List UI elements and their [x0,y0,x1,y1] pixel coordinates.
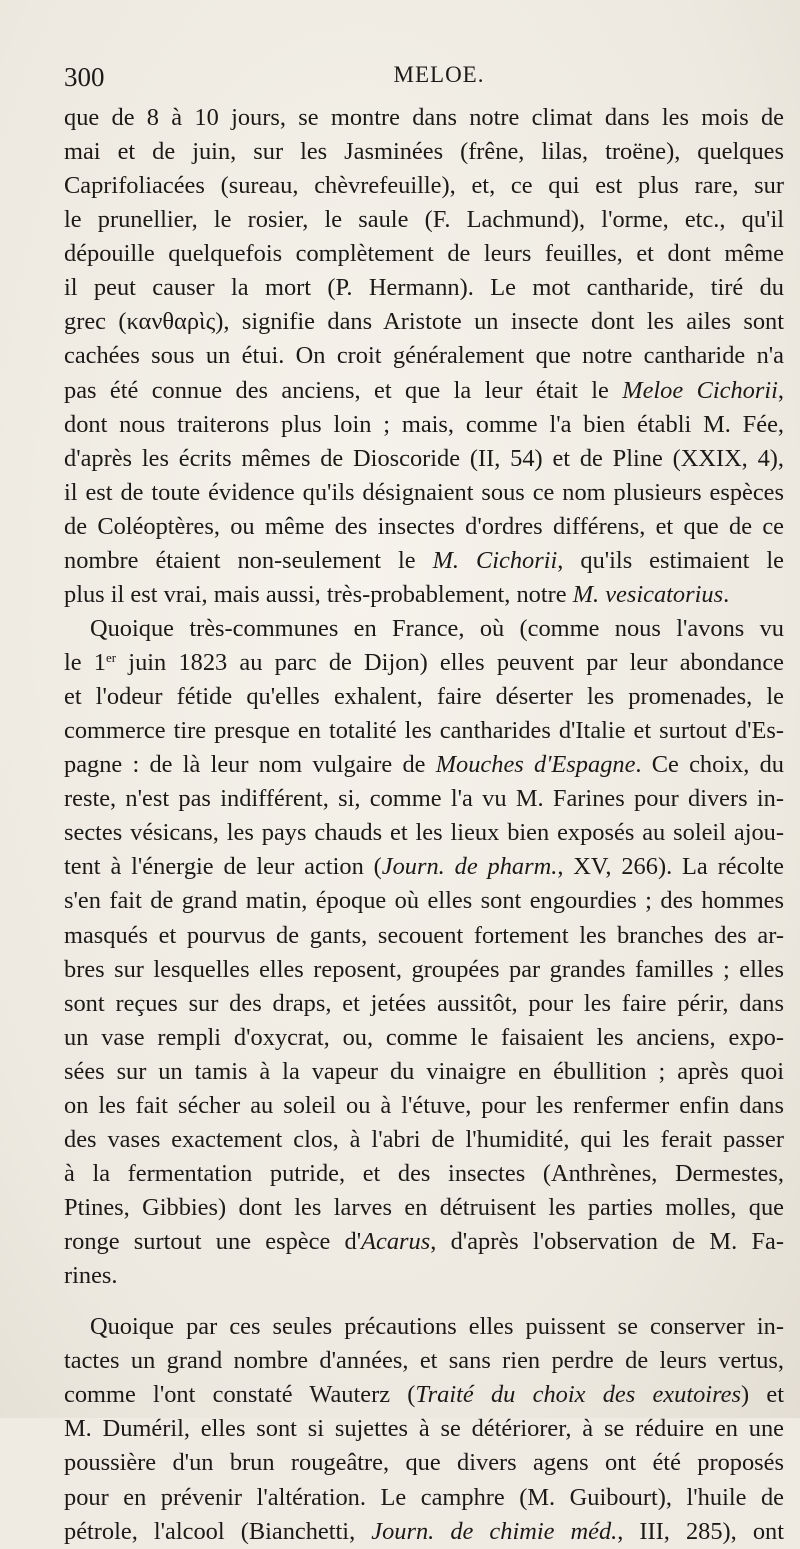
text-line: rines. [64,1262,118,1290]
text-line: mai et de juin, sur les Jasminées (frêne, lilas, troëne), quelques [64,138,784,166]
text-line: le 1er juin 1823 au parc de Dijon) elles peuvent par leur abondance [64,649,784,676]
text-line: s'en fait de grand matin, époque où elles sont engourdies ; des hommes [64,887,784,915]
text-line: pagne : de là leur nom vulgaire de Mouches d'Espagne. Ce choix, du [64,751,784,779]
text-line: plus il est vrai, mais aussi, très-probablement, notre M. vesicatorius. [64,580,730,608]
text-line: sectes vésicans, les pays chauds et les lieux bien exposés au soleil ajou- [64,819,784,847]
text-line: ronge surtout une espèce d'Acarus, d'après l'observation de M. Fa- [64,1228,784,1256]
paragraph-start: Quoique très-communes en France, où (comme nous l'avons vu [90,614,784,642]
text-line: poussière d'un brun rougeâtre, que divers agens ont été proposés [64,1449,784,1477]
text-line: bres sur lesquelles elles reposent, groupées par grandes familles ; elles [64,955,784,983]
running-head: MELOE. [393,62,485,87]
text-line: de Coléoptères, ou même des insectes d'ordres différens, et que de ce [64,512,784,540]
italic-term: Traité du choix des exutoires [415,1381,741,1409]
italic-term: Journ. de chimie méd. [371,1517,618,1545]
paragraph-gap [64,1293,784,1310]
text-line: que de 8 à 10 jours, se montre dans notre climat dans les mois de [64,104,784,131]
italic-term: Mouches d'Espagne [435,751,636,779]
text-line: comme l'ont constaté Wauterz (Traité du choix des exutoires) et [64,1381,784,1409]
body-text [64,101,784,1549]
italic-term: Meloe Cichorii [622,376,778,404]
text-line: sées sur un tamis à la vapeur du vinaigre en ébullition ; après quoi [64,1057,784,1085]
text-line: sont reçues sur des draps, et jetées aussitôt, pour les faire périr, dans [64,989,784,1017]
text-line: des vases exactement clos, à l'abri de l'humidité, qui les ferait passer [64,1125,784,1153]
text-line: masqués et pourvus de gants, secouent fortement les branches des ar- [64,921,784,949]
text-line: le prunellier, le rosier, le saule (F. Lachmund), l'orme, etc., qu'il [64,206,784,234]
text-line: M. Duméril, elles sont si sujettes à se détériorer, à se réduire en une [64,1415,784,1443]
text-line: il est de toute évidence qu'ils désignaient sous ce nom plusieurs espèces [64,478,784,506]
text-line: tent à l'énergie de leur action (Journ. de pharm., XV, 266). La récolte [64,853,784,881]
text-line: dont nous traiterons plus loin ; mais, comme l'a bien établi M. Fée, [64,410,784,438]
text-line: à la fermentation putride, et des insectes (Anthrènes, Dermestes, [64,1159,784,1187]
text-line: on les fait sécher au soleil ou à l'étuve, pour les renfermer enfin dans [64,1091,784,1119]
text-line: cachées sous un étui. On croit généralement que notre cantharide n'a [64,342,784,370]
text-line: dépouille quelquefois complètement de leurs feuilles, et dont même [64,240,784,268]
text-line: Ptines, Gibbies) dont les larves en détruisent les parties molles, que [64,1194,784,1221]
text-line: nombre étaient non-seulement le M. Cichorii, qu'ils estimaient le [64,546,784,574]
text-line: il peut causer la mort (P. Hermann). Le mot cantharide, tiré du [64,274,784,302]
text-line: tactes un grand nombre d'années, et sans rien perdre de leurs vertus, [64,1347,784,1375]
text-line: un vase rempli d'oxycrat, ou, comme le faisaient les anciens, expo- [64,1023,784,1051]
text-line: reste, n'est pas indifférent, si, comme l'a vu M. Farines pour divers in- [64,785,784,813]
text-line: Caprifoliacées (sureau, chèvrefeuille), et, ce qui est plus rare, sur [64,172,784,200]
italic-term: Journ. de pharm. [381,853,558,881]
text-line: pétrole, l'alcool (Bianchetti, Journ. de chimie méd., III, 285), ont [64,1517,784,1545]
text-line: pour en prévenir l'altération. Le camphre (M. Guibourt), l'huile de [64,1483,784,1511]
text-line: commerce tire presque en totalité les cantharides d'Italie et surtout d'Es- [64,717,784,745]
text-line: pas été connue des anciens, et que la leur était le Meloe Cichorii, [64,376,784,404]
italic-term: M. Cichorii [432,546,558,574]
paragraph-start: Quoique par ces seules précautions elles puissent se conserver in- [90,1313,784,1341]
text-line: grec (κανθαρὶς), signifie dans Aristote un insecte dont les ailes sont [64,308,784,336]
italic-term: M. vesicatorius [572,580,724,608]
italic-term: Acarus [361,1228,431,1256]
text-line: d'après les écrits mêmes de Dioscoride (II, 54) et de Pline (XXIX, 4), [64,444,784,472]
page-number: 300 [64,62,105,92]
page-header [64,62,784,96]
text-line: et l'odeur fétide qu'elles exhalent, faire déserter les promenades, le [64,683,784,711]
